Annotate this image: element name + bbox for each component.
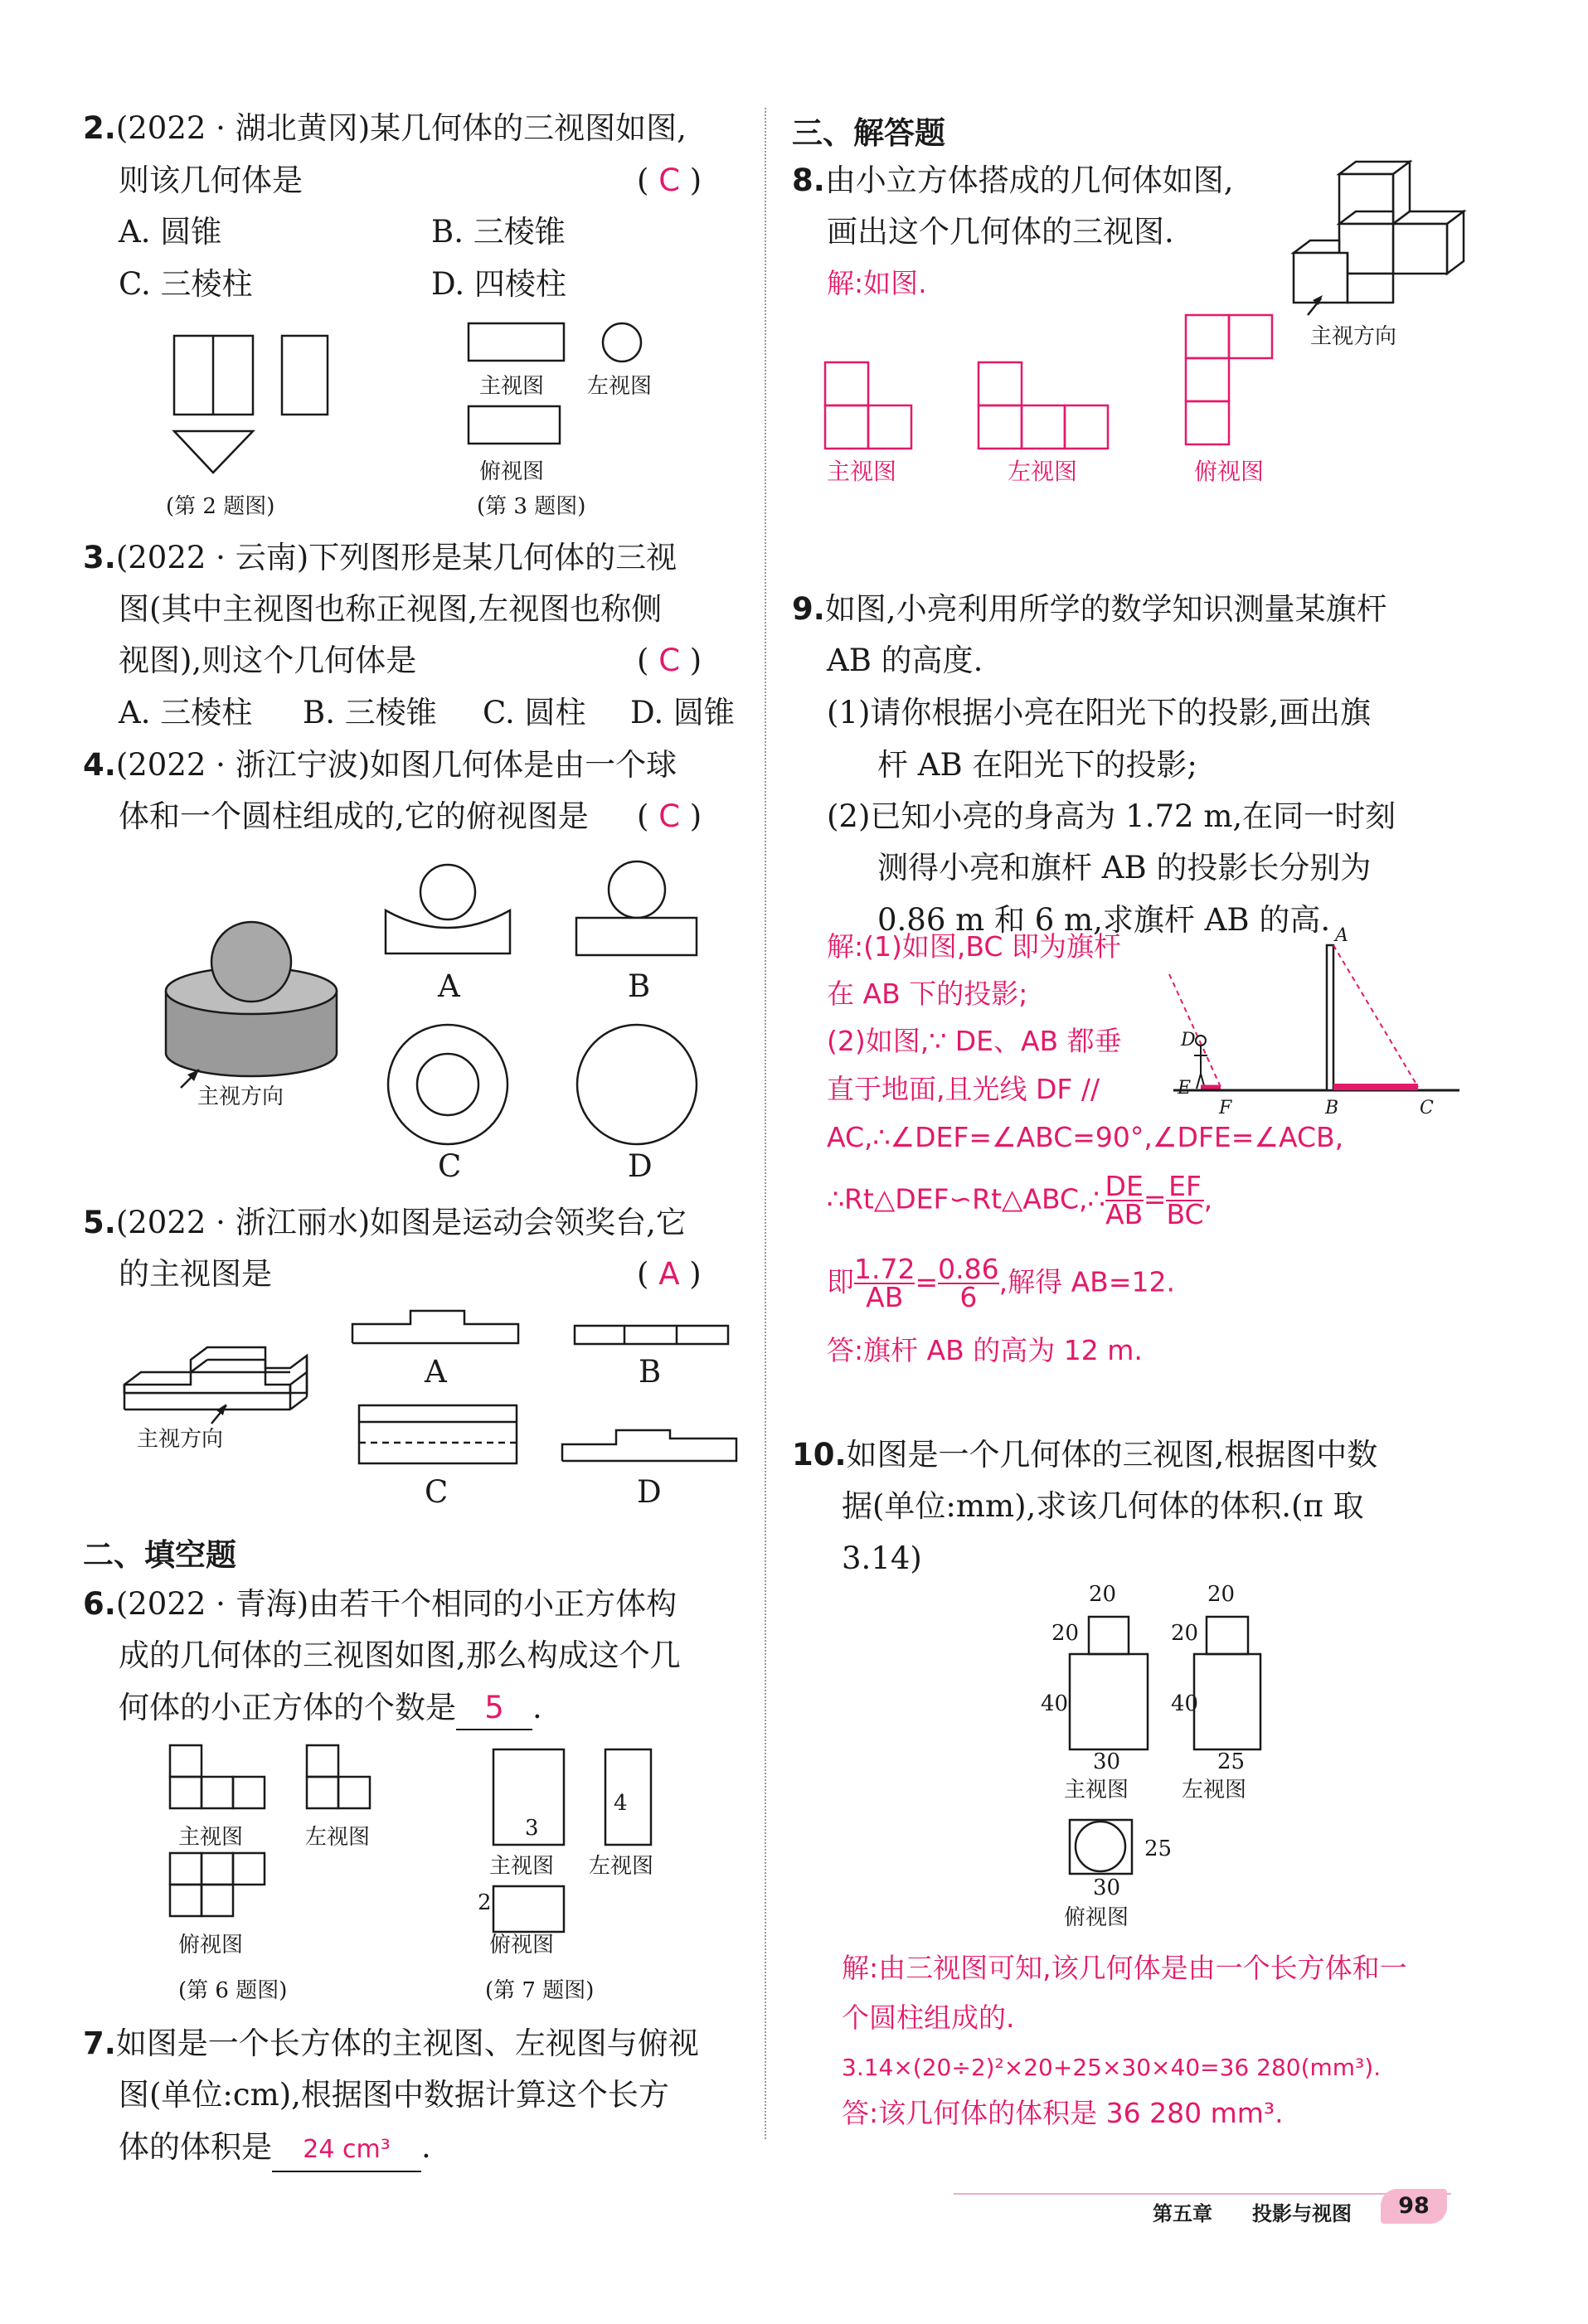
q9-sol-7-text: 即 [827,1265,854,1298]
q9-line1 [792,589,1387,630]
q6-left-label: 左视图 [305,1825,371,1850]
q9-sol-5: AC,∴∠DEF=∠ABC=90°,∠DFE=∠ACB, [827,1121,1344,1153]
q10-line3: 3.14) [842,1540,922,1576]
q3-text: (2022 · 云南)下列图形是某几何体的三视 [115,540,677,575]
q2-left-view [282,336,328,415]
q6-line2: 成的几何体的三视图如图,那么构成这个几 [119,1637,681,1673]
q9-frac2-num: EF [1166,1173,1203,1201]
q2-answer: C [658,163,681,198]
flagpole-ab [1327,945,1333,1090]
q4-line1 [83,745,677,786]
q7-top-view [493,1886,564,1932]
q3-left-view [603,323,641,361]
q8-line2: 画出这个几何体的三视图. [827,214,1174,250]
q10-front-top-block [1089,1617,1129,1654]
q4-label-c: C [438,1148,462,1184]
q10-top-dim-25: 25 [1144,1836,1173,1861]
q10-line2: 据(单位:mm),求该几何体的体积.(π 取 [842,1488,1364,1524]
q10-front-dim-20-top: 20 [1089,1582,1117,1607]
q10-left-dim-25: 25 [1217,1749,1246,1774]
q8-text: 由小立方体搭成的几何体如图, [824,163,1234,198]
q9-sol-7-result: ,解得 AB=12. [998,1265,1175,1298]
q9-sol-6 [827,1170,1213,1230]
q10-top-figure [1066,1816,1140,1882]
q10-front-left-figure [1066,1613,1265,1758]
q4-option-b-figure [572,858,705,962]
footer-title: 投影与视图 [1252,2202,1352,2225]
label-e: E [1178,1078,1192,1099]
label-a: A [1335,925,1348,946]
q9-number: 9. [792,591,825,627]
q2-option-d: D. 四棱柱 [431,266,566,302]
q4-label-a: A [438,968,460,1004]
q7-top-label: 俯视图 [489,1933,555,1958]
q10-number: 10. [792,1437,847,1473]
q7-dim-2: 2 [478,1890,492,1915]
q10-top-rect [1070,1820,1132,1874]
q2-option-c: C. 三棱柱 [119,266,253,302]
q9-diagram [1169,924,1468,1123]
q2-answer-bracket: ( C ) [637,163,702,198]
q4-number: 4. [83,747,116,783]
q3-left-label: 左视图 [587,374,653,399]
q2-top-view [174,431,253,473]
q7-text: 如图是一个长方体的主视图、左视图与俯视 [115,2026,699,2061]
q9-sol-2: 在 AB 下的投影; [827,978,1028,1010]
q2-caption: (第 2 题图) [166,494,275,519]
q3-line1 [83,537,677,579]
q5-text: (2022 · 浙江丽水)如图是运动会领奖台,它 [115,1205,687,1240]
q4-answer-bracket: ( C ) [637,798,702,834]
q5-option-d-figure [558,1424,741,1465]
q3-option-d: D. 圆锥 [630,695,735,730]
q9-text: 如图,小亮利用所学的数学知识测量某旗杆 [824,591,1387,627]
label-b: B [1325,1098,1339,1118]
q7-line1 [83,2023,699,2064]
q3-top-view [469,406,560,444]
q10-front-bottom-block [1070,1654,1148,1749]
label-c: C [1420,1098,1434,1118]
footer-rule [954,2193,1451,2195]
q9-sol-8: 答:旗杆 AB 的高为 12 m. [827,1334,1143,1366]
q3-line3: 视图),则这个几何体是 [119,643,417,678]
q4-label-b: B [628,968,651,1004]
q3-number: 3. [83,540,116,575]
q2-option-b: B. 三棱锥 [431,214,566,250]
q10-left-bottom-block [1194,1654,1260,1749]
q7-number: 7. [83,2026,116,2061]
q9-sol-7 [827,1253,1175,1313]
q2-figure [166,332,348,481]
q8-top-label: 俯视图 [1194,458,1265,485]
q6-line1 [83,1584,677,1625]
q3-option-c: C. 圆柱 [483,695,586,730]
q6-text-3: 何体的小正方体的个数是 [119,1690,456,1725]
section-answer-heading: 三、解答题 [792,115,945,151]
q5-answer: A [658,1256,680,1292]
q4-solid-figure [158,912,348,1094]
light-ray-ac [1333,945,1418,1087]
q10-line1 [792,1434,1377,1476]
q9-part2-c: 0.86 m 和 6 m,求旗杆 AB 的高. [877,902,1331,938]
q9-frac3-num: 1.72 [854,1253,915,1285]
q10-text: 如图是一个几何体的三视图,根据图中数 [846,1437,1378,1473]
q8-views-figure [821,311,1285,460]
q5-direction-label: 主视方向 [137,1427,224,1452]
q3-front-view [469,323,564,361]
q5-podium-figure [120,1347,328,1430]
q7-dim-4: 4 [614,1791,628,1816]
q8-left-label: 左视图 [1008,458,1078,485]
q4-answer: C [658,798,681,834]
q7-figure [489,1745,672,1936]
q5-label-c: C [425,1474,449,1510]
q8-front-label: 主视图 [827,458,897,485]
q9-part1-b: 杆 AB 在阳光下的投影; [877,747,1197,783]
q3-option-a: A. 三棱柱 [119,695,253,730]
q9-frac4-num: 0.86 [938,1253,999,1285]
q6-caption: (第 6 题图) [178,1978,288,2003]
q4-line2: 体和一个圆柱组成的,它的俯视图是 [119,798,589,834]
q5-label-d: D [637,1474,662,1510]
q2-line1 [83,108,687,149]
q7-caption: (第 7 题图) [485,1978,595,2003]
section-fill-blank-heading: 二、填空题 [83,1537,236,1573]
q2-option-a: A. 圆锥 [119,214,222,250]
q8-solution: 解:如图. [827,267,927,299]
q10-left-top-block [1207,1617,1248,1654]
q2-line2: 则该几何体是 [119,163,303,198]
q3-answer: C [658,643,681,678]
q10-front-dim-40: 40 [1041,1691,1069,1716]
q5-option-a-figure [348,1306,522,1347]
q10-left-label: 左视图 [1182,1778,1247,1802]
q7-left-view [605,1749,651,1845]
q5-line2: 的主视图是 [119,1256,272,1292]
q7-text-3: 体的体积是 [119,2129,272,2165]
q10-left-dim-20-side: 20 [1171,1621,1199,1646]
q5-label-a: A [425,1354,447,1390]
q7-front-label: 主视图 [489,1854,555,1879]
q9-sol-4: 直于地面,且光线 DF // [827,1073,1100,1105]
q5-answer-bracket: ( A ) [637,1256,702,1292]
q4-text: (2022 · 浙江宁波)如图几何体是由一个球 [115,747,677,783]
q2-number: 2. [83,110,116,146]
q5-line1 [83,1202,687,1244]
q6-top-label: 俯视图 [178,1933,244,1958]
q9-eq2: = [915,1265,939,1298]
q4-option-c-figure [381,1018,514,1151]
q6-answer: 5 [484,1690,504,1725]
q9-sol-6-text: ∴Rt△DEF∽Rt△ABC,∴ [827,1182,1105,1215]
q9-part2-b: 测得小亮和旗杆 AB 的投影长分别为 [877,850,1372,885]
q10-left-dim-40: 40 [1171,1691,1199,1716]
q3-front-label: 主视图 [479,374,545,399]
q6-number: 6. [83,1586,116,1622]
q9-part1-a: (1)请你根据小亮在阳光下的投影,画出旗 [827,695,1372,730]
q3-line2: 图(其中主视图也称正视图,左视图也称侧 [119,591,663,627]
q8-number: 8. [792,163,825,198]
q9-frac1-num: DE [1105,1170,1144,1202]
q5-number: 5. [83,1205,116,1240]
q9-frac4-den: 6 [959,1281,978,1313]
footer-chapter: 第五章 [1153,2202,1212,2225]
label-d: D [1181,1030,1196,1050]
q10-sol-1: 解:由三视图可知,该几何体是由一个长方体和一 [842,1952,1407,1984]
q9-eq: = [1143,1182,1167,1215]
q9-line2: AB 的高度. [827,643,983,678]
q3-option-b: B. 三棱锥 [303,695,437,730]
footer-page-number: 98 [1381,2189,1447,2224]
q6-front-label: 主视图 [178,1825,244,1850]
q4-label-d: D [628,1148,653,1184]
q9-frac3-den: AB [866,1281,904,1313]
q10-top-label: 俯视图 [1064,1905,1129,1930]
q10-front-dim-30: 30 [1093,1749,1121,1774]
q10-top-dim-30: 30 [1093,1875,1121,1900]
q3-caption: (第 3 题图) [477,494,586,519]
q7-dim-3: 3 [525,1816,539,1841]
q10-left-dim-20-top: 20 [1207,1582,1236,1607]
q10-sol-4: 答:该几何体的体积是 36 280 mm³. [842,2097,1284,2129]
q9-sol-3: (2)如图,∵ DE、AB 都垂 [827,1025,1122,1057]
q6-text: (2022 · 青海)由若干个相同的小正方体构 [115,1586,677,1622]
q4-direction-label: 主视方向 [197,1084,284,1109]
q8-direction-label: 主视方向 [1310,324,1397,349]
q10-sol-3: 3.14×(20÷2)²×20+25×30×40=36 280(mm³). [842,2054,1382,2081]
q8-cubes-figure [1289,158,1464,319]
column-divider [765,108,766,2139]
q5-option-b-figure [571,1322,732,1347]
label-f: F [1219,1098,1232,1118]
q10-top-circle [1076,1822,1125,1871]
q2-text: (2022 · 湖北黄冈)某几何体的三视图如图, [115,110,687,146]
q7-left-label: 左视图 [589,1854,654,1879]
q10-front-dim-20-side: 20 [1051,1621,1080,1646]
q10-front-label: 主视图 [1064,1778,1129,1802]
q10-sol-2: 个圆柱组成的. [842,2001,1015,2034]
q5-option-c-figure [355,1401,521,1468]
q4-option-a-figure [381,862,514,962]
q9-part2-a: (2)已知小亮的身高为 1.72 m,在同一时刻 [827,798,1396,834]
q8-line1 [792,160,1234,201]
q9-comma: , [1203,1182,1213,1215]
q7-answer: 24 cm³ [303,2135,391,2164]
q7-line3: 体的体积是 24 cm³ . [119,2127,431,2172]
q9-frac1-den: AB [1105,1198,1144,1230]
q9-frac2-den: BC [1166,1198,1204,1230]
q5-label-b: B [639,1354,662,1390]
q3-top-label: 俯视图 [479,459,545,484]
q3-answer-bracket: ( C ) [637,643,702,678]
q7-line2: 图(单位:cm),根据图中数据计算这个长方 [119,2077,669,2113]
q6-line3: 何体的小正方体的个数是 5 . [119,1687,542,1730]
q9-sol-1: 解:(1)如图,BC 即为旗杆 [827,930,1121,963]
q4-option-d-figure [572,1018,705,1151]
